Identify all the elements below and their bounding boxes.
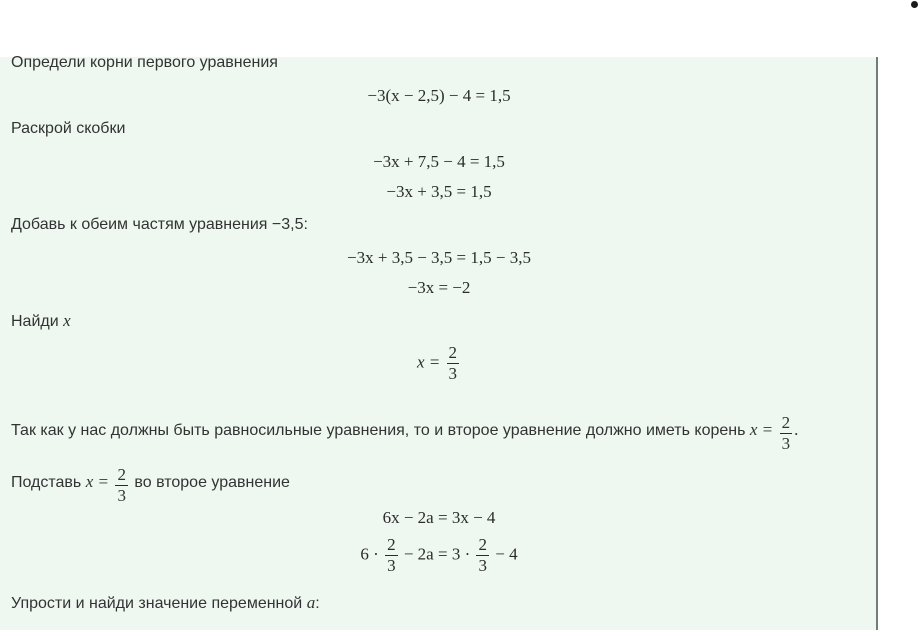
- period: .: [794, 420, 799, 439]
- x-lhs: x =: [749, 420, 774, 439]
- equation-substituted: [0, 535, 878, 576]
- fraction-numerator: 2: [117, 465, 126, 484]
- step-text-find-x: [11, 312, 71, 331]
- step-text-substitute: [11, 465, 290, 506]
- fraction-two-thirds: [476, 535, 489, 576]
- solution-panel: [0, 54, 878, 630]
- fraction-two-thirds: [780, 413, 793, 454]
- fraction-numerator: 2: [781, 413, 791, 432]
- step-text-add: Добавь к обеим частям уравнения −3,5:: [11, 216, 308, 233]
- x-lhs: x =: [416, 352, 441, 372]
- equation-second: 6x − 2a = 3x − 4: [382, 508, 496, 527]
- equation-result: −3x = −2: [407, 278, 471, 297]
- fraction-denominator: 3: [781, 434, 791, 453]
- step-text-simplify: [11, 594, 320, 613]
- simplify-label: Упрости и найди значение переменной: [11, 595, 303, 612]
- eq-part-a: 6 ·: [360, 544, 379, 564]
- variable-a: a: [306, 593, 316, 612]
- fraction-denominator: 3: [387, 556, 396, 575]
- fraction-two-thirds: [115, 465, 128, 506]
- equation-added: −3x + 3,5 − 3,5 = 1,5 − 3,5: [347, 248, 531, 267]
- find-label: Найди: [11, 313, 59, 330]
- fraction-two-thirds: [447, 343, 460, 384]
- colon: :: [315, 595, 320, 612]
- fraction-denominator: 3: [117, 486, 126, 505]
- fraction-numerator: 2: [387, 535, 396, 554]
- equivalent-text: Так как у нас должны быть равносильные уравнения, то и второе уравнение должно иметь корень: [11, 422, 746, 439]
- eq-part-b: − 2a = 3 ·: [403, 544, 471, 564]
- fraction-numerator: 2: [448, 343, 458, 362]
- x-lhs: x =: [85, 472, 109, 491]
- variable-x: x: [63, 311, 71, 330]
- fraction-denominator: 3: [478, 556, 487, 575]
- eq-part-c: − 4: [495, 544, 518, 564]
- substitute-label: Подставь: [11, 474, 82, 491]
- step-text-find-roots: Определи корни первого уравнения: [11, 54, 278, 71]
- fraction-numerator: 2: [478, 535, 487, 554]
- step-text-open-brackets: Раскрой скобки: [11, 120, 126, 137]
- equation-x-value: [0, 343, 878, 384]
- equation-expanded: −3x + 7,5 − 4 = 1,5: [373, 152, 505, 171]
- step-text-equivalent: [11, 413, 798, 454]
- equation-first: −3(x − 2,5) − 4 = 1,5: [367, 86, 511, 105]
- substitute-post: во второе уравнение: [134, 474, 290, 491]
- fraction-denominator: 3: [448, 364, 458, 383]
- fraction-two-thirds: [385, 535, 398, 576]
- equation-simplified: −3x + 3,5 = 1,5: [386, 182, 492, 201]
- bullet-dot: [911, 1, 918, 8]
